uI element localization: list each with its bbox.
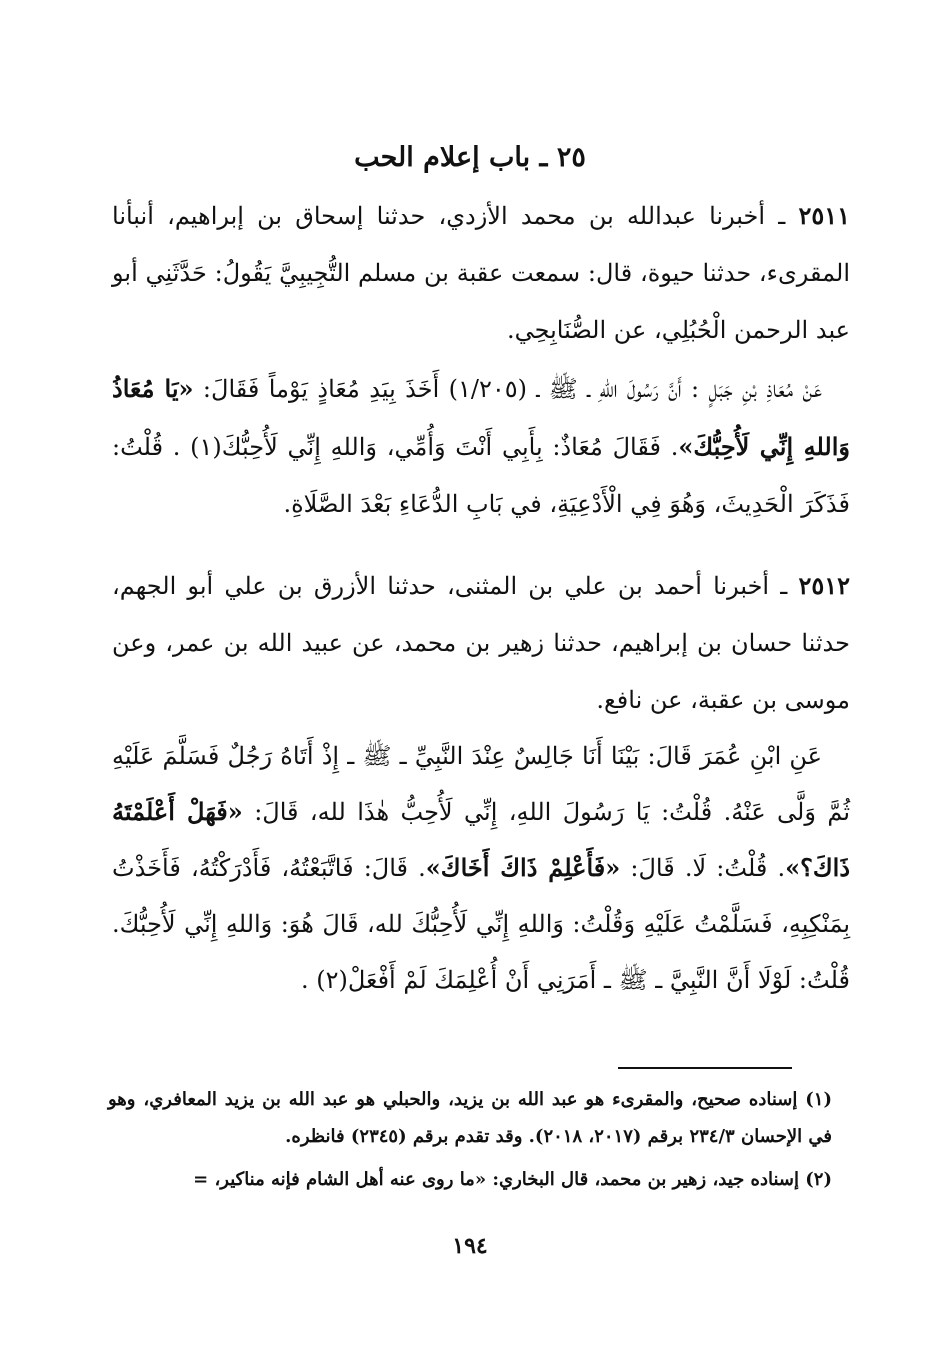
hadith-2512-isnad-paragraph: [112, 557, 850, 729]
hadith-number: ٢٥١١: [798, 201, 850, 230]
hadith-number: ٢٥١٢: [798, 571, 850, 600]
matn-part-3: . قَالَ: فَاتَّبَعْتُهُ، فَأَدْرَكْتُهُ، فَأَخَذْتُ بِمَنْكِبِهِ، فَسَلَّمْتُ عَلَيْهِ وَقُلْتُ: وَاللهِ إِنِّي لَأُحِبُّكَ لله، قَالَ هُوَ: وَاللهِ إِنِّي لَأُحِبُّكَ. قُلْتُ: لَوْلَا أَنَّ النَّبِيَّ ـ ﷺ ـ أَمَرَنِي أَنْ أُعْلِمَكَ لَمْ أَفْعَلْ(٢) .: [112, 854, 850, 994]
chapter-title: ٢٥ ـ باب إعلام الحب: [354, 142, 586, 173]
matn-intro: عَنْ مُعَاذِ بْنِ جَبَلٍ : أَنَّ رَسُولَ اللهِ ـ ﷺ ـ (١/٢٠٥) أَخَذَ بِيَدِ مُعَاذٍ يَوْماً فَقَالَ:: [193, 375, 823, 403]
page-number: ١٩٤: [452, 1233, 488, 1259]
isnad-text: ـ أخبرنا عبدالله بن محمد الأزدي، حدثنا إسحاق بن إبراهيم، أنبأنا المقرىء، حدثنا حيوة، قال: سمعت عقبة بن مسلم التُّجِيبِيَّ يَقُولُ: حَدَّثَنِي أبو عبد الرحمن الْحُبُلِي، عن الصُّنَابِحِي.: [112, 202, 850, 344]
prophetic-quote: «فَهَلْ أَعْلَمْتَهُ ذَاكَ؟»: [112, 797, 851, 882]
matn-part-1: عَنِ ابْنِ عُمَرَ قَالَ: بَيْنَا أَنَا جَالِسٌ عِنْدَ النَّبِيِّ ـ ﷺ ـ إِذْ أَتَاهُ رَجُلٌ فَسَلَّمَ عَلَيْهِ ثُمَّ وَلَّى عَنْهُ. قُلْتُ: يَا رَسُولَ اللهِ، إِنِّي لَأُحِبُّ هٰذَا لله، قَالَ:: [112, 742, 851, 826]
hadith-2511-matn-paragraph: [112, 360, 850, 533]
footnote: (٢) إسناده جيد، زهير بن محمد، قال البخاري: «ما روى عنه أهل الشام فإنه مناكير، =: [193, 1169, 832, 1190]
prophetic-quote: «فَأَعْلِمْ ذَاكَ أَخَاكَ»: [425, 853, 621, 882]
matn-rest: . فَقَالَ مُعَاذٌ: بِأَبِي أَنْتَ وَأُمِّي، وَاللهِ إِنِّي لَأُحِبُّكَ(١) . قُلْتُ: فَذَكَرَ الْحَدِيثَ، وَهُوَ فِي الْأَدْعِيَةِ، في بَابِ الدُّعَاءِ بَعْدَ الصَّلَاةِ.: [112, 433, 850, 518]
hadith-2511-isnad-paragraph: [112, 187, 850, 359]
isnad-text: ـ أخبرنا أحمد بن علي بن المثنى، حدثنا الأزرق بن علي أبو الجهم، حدثنا حسان بن إبراهيم، حدثنا زهير بن محمد، عن عبيد الله بن عمر، وعن موسى بن عقبة، عن نافع.: [112, 572, 850, 714]
prophetic-quote: «يَا مُعَاذُ وَاللهِ إِنِّي لَأُحِبُّكَ»: [112, 374, 850, 461]
hadith-2512-matn-paragraph: [112, 728, 850, 1008]
matn-part-2: . قُلْتُ: لَا. قَالَ:: [620, 854, 786, 882]
footnote-divider: [618, 1067, 792, 1069]
footnote: (١) إسناده صحيح، والمقرىء هو عبد الله بن يزيد، والحبلي هو عبد الله بن يزيد المعافري، وهو في الإحسان ٢٣٤/٣ برقم (٢٠١٧، ٢٠١٨). وقد تقدم برقم (٢٣٤٥) فانظره.: [108, 1089, 832, 1147]
footnotes-section: [108, 1081, 832, 1204]
